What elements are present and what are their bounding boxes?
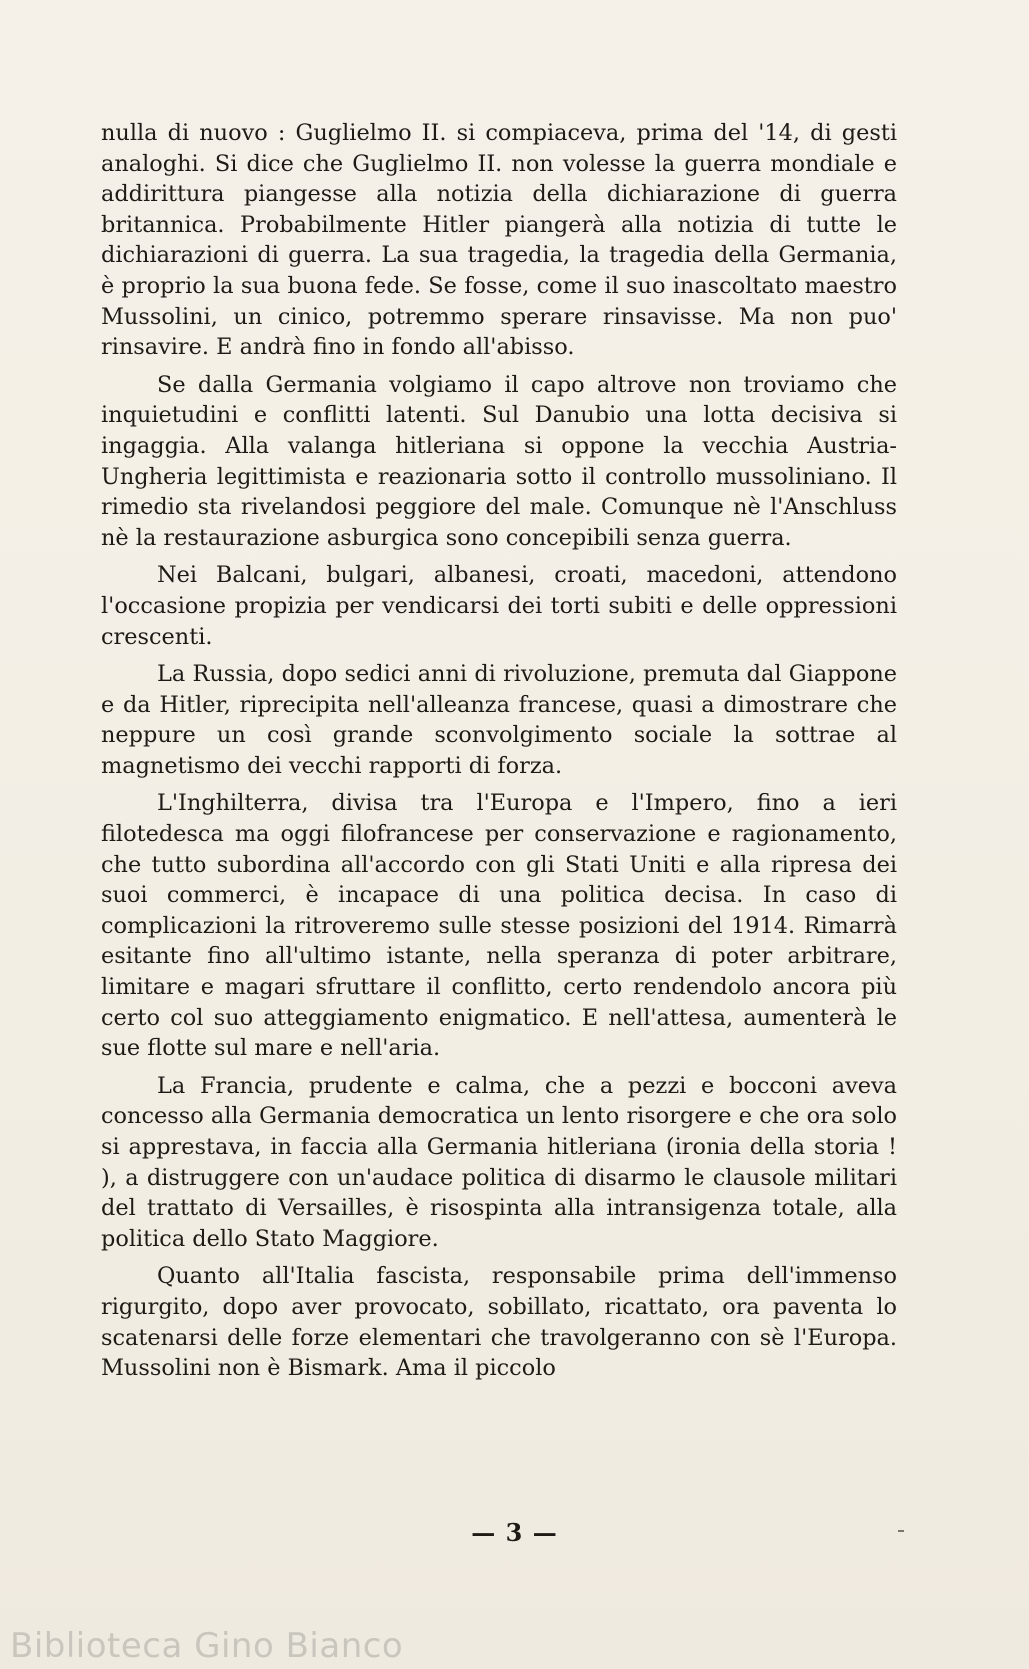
scan-mark: [898, 1530, 904, 1532]
paragraph-4: La Russia, dopo sedici anni di rivoluzione, premuta dal Giappone e da Hitler, riprecipita nell'alleanza francese, quasi a dimostrare che neppure un così grande sconvolgimento sociale la sottrae al magnetismo dei vecchi rapporti di forza.: [101, 661, 897, 779]
paragraph-6: La Francia, prudente e calma, che a pezzi e bocconi aveva concesso alla Germania democratica un lento risorgere e che ora solo si apprestava, in faccia alla Germania hitleriana (ironia della storia ! ), a distruggere con un'audace politica di disarmo le clausole militari del trattato di Versailles, è risospinta alla intransigenza totale, alla politica dello Stato Maggiore.: [101, 1072, 897, 1252]
paragraph-7: Quanto all'Italia fascista, responsabile prima dell'immenso rigurgito, dopo aver provocato, sobillato, ricattato, ora paventa lo scatenarsi delle forze elementari che travolgeranno con sè l'Europa. Mussolini non è Bismark. Ama il piccolo: [101, 1263, 897, 1382]
paragraph-5: L'Inghilterra, divisa tra l'Europa e l'Impero, fino a ieri filotedesca ma oggi filofrancese per conservazione e ragionamento, che tutto subordina all'accordo con gli Stati Uniti e alla ripresa dei suoi commerci, è incapace di una politica decisa. In caso di complicazioni la ritroveremo sulle stesse posizioni del 1914. Rimarrà esitante fino all'ultimo istante, nella speranza di poter arbitrare, limitare e magari sfruttare il conflitto, certo rendendolo ancora più certo col suo atteggiamento enigmatico. E nell'attesa, aumenterà le sue flotte sul mare e nell'aria.: [101, 790, 897, 1062]
body-text: [101, 118, 897, 1391]
page-number: — 3 —: [471, 1518, 558, 1547]
library-watermark: Biblioteca Gino Bianco: [10, 1626, 404, 1666]
paragraph-3: Nei Balcani, bulgari, albanesi, croati, macedoni, attendono l'occasione propizia per vendicarsi dei torti subiti e delle oppressioni crescenti.: [101, 562, 897, 650]
paragraph-1: nulla di nuovo : Guglielmo II. si compiaceva, prima del '14, di gesti analoghi. Si dice che Guglielmo II. non volesse la guerra mondiale e addirittura piangesse alla notizia della dichiarazione di guerra britannica. Probabilmente Hitler piangerà alla notizia di tutte le dichiarazioni di guerra. La sua tragedia, la tragedia della Germania, è proprio la sua buona fede. Se fosse, come il suo inascoltato maestro Mussolini, un cinico, potremmo sperare rinsavisse. Ma non puo' rinsavire. E andrà fino in fondo all'abisso.: [101, 120, 897, 361]
paragraph-2: Se dalla Germania volgiamo il capo altrove non troviamo che inquietudini e conflitti latenti. Sul Danubio una lotta decisiva si ingaggia. Alla valanga hitleriana si oppone la vecchia Austria-Ungheria legittimista e reazionaria sotto il controllo mussoliniano. Il rimedio sta rivelandosi peggiore del male. Comunque nè l'Anschluss nè la restaurazione asburgica sono concepibili senza guerra.: [101, 371, 897, 551]
